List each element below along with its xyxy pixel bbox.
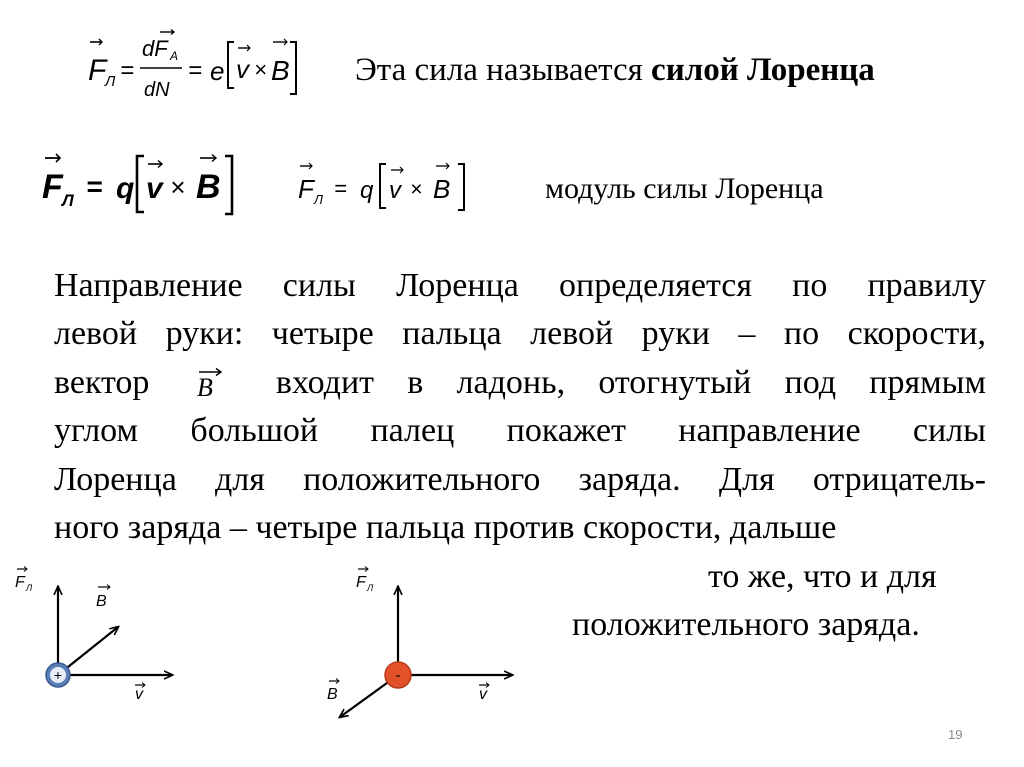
v-label: v xyxy=(479,686,487,703)
svg-text:Л: Л xyxy=(367,583,374,593)
v-label: v xyxy=(135,686,143,703)
svg-text:Л: Л xyxy=(26,583,33,593)
paragraph-line: углом большой палец покажет направление силы xyxy=(54,412,986,450)
paragraph-line: то же, что и для xyxy=(708,558,937,595)
svg-text:×: × xyxy=(170,172,186,202)
svg-text:Л: Л xyxy=(105,73,116,90)
svg-text:dF: dF xyxy=(142,36,168,61)
svg-text:Л: Л xyxy=(62,191,74,210)
lorentz-q-formula-small xyxy=(296,158,496,216)
charge-sign: + xyxy=(53,667,63,683)
negative-charge-diagram xyxy=(322,565,522,735)
svg-text:B: B xyxy=(196,372,213,397)
vector-b-icon xyxy=(183,367,243,397)
modulus-label: модуль силы Лоренца xyxy=(545,172,824,205)
svg-text:dN: dN xyxy=(144,79,170,101)
svg-text:q: q xyxy=(360,177,374,204)
svg-text:=: = xyxy=(86,171,103,202)
svg-text:B: B xyxy=(196,168,221,206)
b-label: B xyxy=(96,593,107,610)
svg-text:B: B xyxy=(433,174,451,204)
svg-text:F: F xyxy=(298,174,314,204)
paragraph-line: Направление силы Лоренца определяется по правилу xyxy=(54,267,986,304)
charge-sign: - xyxy=(395,667,401,684)
svg-text:Л: Л xyxy=(314,192,323,207)
svg-text:=: = xyxy=(120,57,135,84)
page-number: 19 xyxy=(948,727,963,742)
force-label: F xyxy=(356,574,366,591)
lorentz-definition-formula xyxy=(80,28,300,108)
b-label: B xyxy=(327,686,338,703)
force-symbol: F xyxy=(88,54,107,87)
svg-text:=: = xyxy=(334,176,347,201)
svg-text:e: e xyxy=(210,56,225,86)
svg-text:q: q xyxy=(116,172,135,205)
svg-text:v: v xyxy=(236,54,249,84)
svg-text:B: B xyxy=(271,55,290,86)
svg-text:×: × xyxy=(410,178,423,201)
paragraph-line: вектор B входит в ладонь, отогнутый под прямым xyxy=(54,363,987,401)
force-label: F xyxy=(15,574,25,591)
paragraph-line: левой руки: четыре пальца левой руки – по скорости, xyxy=(54,315,986,353)
svg-text:=: = xyxy=(188,57,203,84)
force-named-heading: Эта сила называется силой Лоренца xyxy=(355,52,875,88)
lorentz-force-bold: силой Лоренца xyxy=(651,52,875,88)
svg-text:v: v xyxy=(146,172,163,205)
svg-text:×: × xyxy=(254,57,267,82)
svg-text:F: F xyxy=(42,168,63,206)
svg-text:A: A xyxy=(170,49,179,63)
left-hand-rule-paragraph xyxy=(54,262,986,552)
lorentz-q-formula-big xyxy=(40,148,250,220)
positive-charge-diagram xyxy=(10,565,190,725)
svg-text:v: v xyxy=(389,177,401,204)
paragraph-line: положительного заряда. xyxy=(572,606,920,643)
paragraph-line: Лоренца для положительного заряда. Для отрицатель- xyxy=(54,460,986,498)
paragraph-line: ного заряда – четыре пальца против скорости, дальше xyxy=(54,508,837,546)
